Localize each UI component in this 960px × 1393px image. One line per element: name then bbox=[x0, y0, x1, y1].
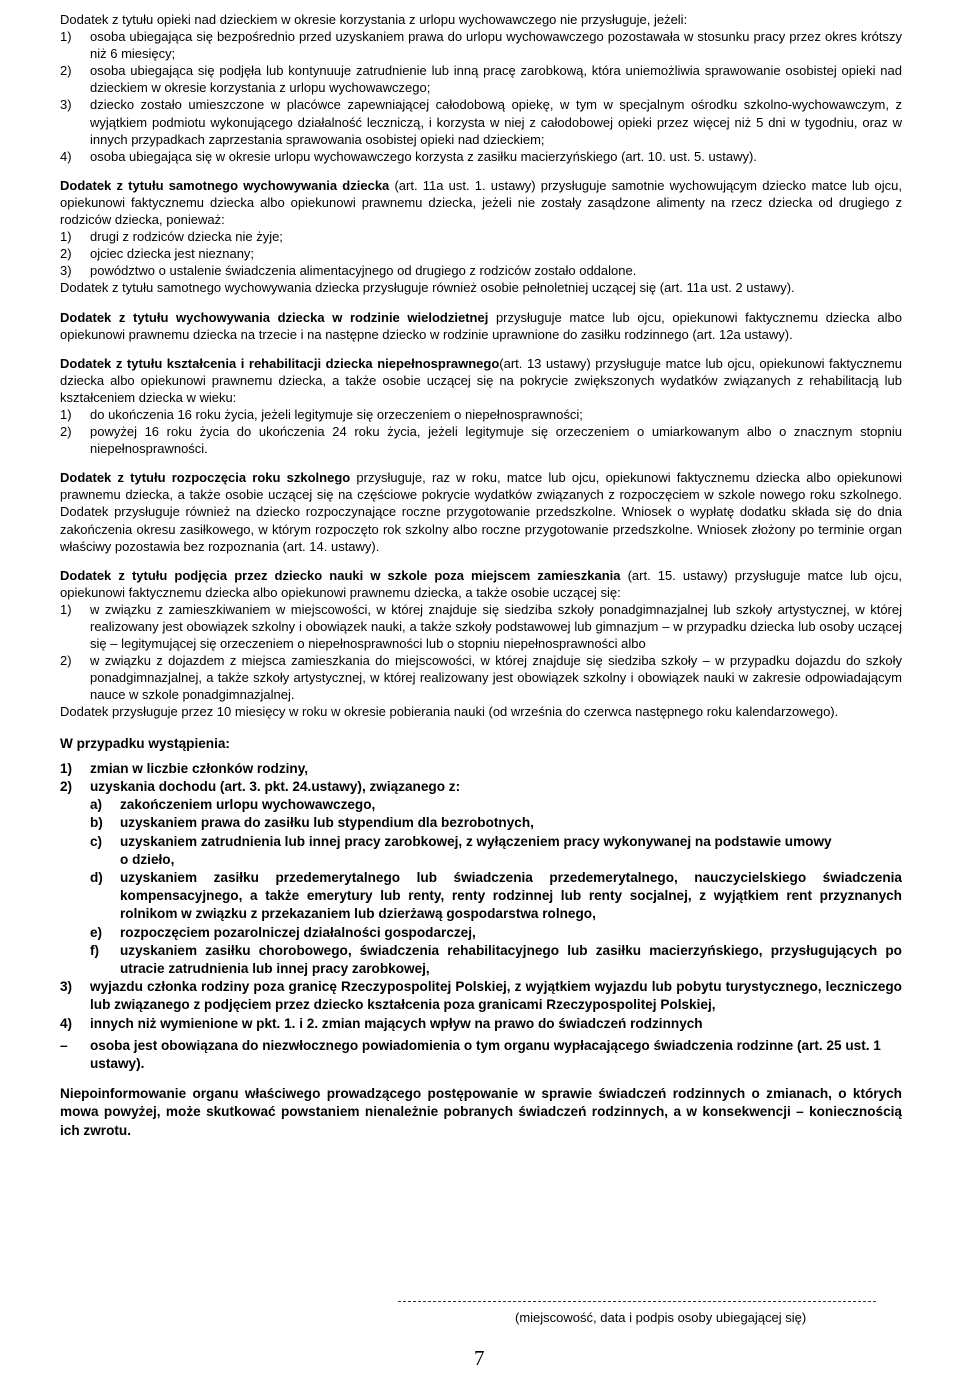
list-item: 4) osoba ubiegająca się w okresie urlopu wychowawczego korzysta z zasiłku macierzyńskiego (art. 10. ust. 5. ustawy). bbox=[60, 148, 757, 164]
sub-list-item: c) uzyskaniem zatrudnienia lub innej pracy zarobkowej, z wyłączeniem pracy wykonywanej na podstawie umowy o dzieło, bbox=[90, 833, 832, 867]
obligation-item: – osoba jest obowiązana do niezwłocznego powiadomienia o tym organu wypłacającego świadczenia rodzinne (art. 25 ust. 1 ustawy). bbox=[60, 1037, 881, 1072]
list-item: 3) powództwo o ustalenie świadczenia alimentacyjnego od drugiego z rodziców zostało oddalone. bbox=[60, 263, 637, 279]
signature-line bbox=[398, 1301, 876, 1302]
section-title: Dodatek z tytułu samotnego wychowywania dziecka bbox=[60, 177, 390, 193]
section-title: Dodatek z tytułu rozpoczęcia roku szkolnego bbox=[60, 470, 351, 486]
section-single-parent-allowance bbox=[60, 177, 902, 297]
section-intro: Dodatek z tytułu opieki nad dzieckiem w okresie korzystania z urlopu wychowawczego nie przysługuje, jeżeli: bbox=[60, 12, 688, 27]
list-item: 2) w związku z dojazdem z miejsca zamieszkania do miejscowości, w której znajduje się siedziba szkoły – w przypadku dojazdu do szkoły ponadgimnazjalnej, a także szkoły artystycznej, w której realizowany jest obowiązek szkolny i obowiązek nauki w zakresie odpowiadającym nauce w szkole ponadgimnazjalnej. bbox=[60, 653, 902, 703]
section-care-allowance-exclusions bbox=[60, 11, 902, 165]
section-disabled-child-allowance: Dodatek z tytułu kształcenia i rehabilitacji dziecka niepełnosprawnego(art. 13 ustawy) przysługuje matce lub ojcu, opiekunowi faktycznemu dziecka albo opiekunowi prawnemu dziecka, a także osobie uczącej się na pokrycie zwiększonych wydatków związanych z rehabilitacją lub kształceniem dziecka w wieku: 1) do ukończenia 16 roku życia, jeżeli legitymuje się orzeczeniem o niepełnosprawności; 2) powyżej 16 roku życia do ukończenia 24 roku życia, jeżeli legitymuje się orzeczeniem o umiarkowanym albo o znacznym stopniu niepełnosprawności. bbox=[60, 355, 902, 457]
section-change-notification bbox=[60, 735, 902, 1140]
section-closing: Dodatek z tytułu samotnego wychowywania dziecka przysługuje również osobie pełnoletniej uczącej się (art. 11a ust. 2 ustawy). bbox=[60, 280, 795, 296]
list-item: 3) wyjazdu członka rodziny poza granicę Rzeczypospolitej Polskiej, z wyjątkiem wyjazdu lub pobytu turystycznego, leczniczego lub związanego z podjęciem przez dziecko kształcenia poza granicami Rzeczypospolitej Polskiej, bbox=[60, 979, 902, 1013]
list-item: 1) do ukończenia 16 roku życia, jeżeli legitymuje się orzeczeniem o niepełnosprawności; bbox=[60, 406, 583, 422]
section-large-family-allowance: Dodatek z tytułu wychowywania dziecka w rodzinie wielodzietnej przysługuje matce lub ojcu, opiekunowi faktycznemu dziecka albo opiekunowi prawnemu dziecka na trzecie i na następne dziecko w rodzinie uprawnione do zasiłku rodzinnego (art. 12a ustawy). bbox=[60, 309, 902, 342]
section-school-year-allowance: Dodatek z tytułu rozpoczęcia roku szkolnego przysługuje, raz w roku, matce lub ojcu, opiekunowi faktycznemu dziecka albo opiekunowi prawnemu dziecka, a także osobie uczącej się na częściowe pokrycie wydatków związanych z rozpoczęciem w szkole nowego roku szkolnego. Dodatek przysługuje również na dziecko rozpoczynające roczne przygotowanie przedszkolne. Wniosek o wypłatę dodatku składa się do dnia zakończenia okresu zasiłkowego, w którym rozpoczęto rok szkolny albo roczne przygotowanie przedszkolne. Wniosek złożony po terminie organ właściwy pozostawia bez rozpoznania (art. 14. ustawy). bbox=[60, 470, 902, 554]
list-item: 1) osoba ubiegająca się bezpośrednio przed uzyskaniem prawa do urlopu wychowawczego pozostawała w stosunku pracy przez okres krótszy niż 6 miesięcy; bbox=[60, 29, 902, 62]
page-number: 7 bbox=[474, 1346, 485, 1370]
list-item: 2) uzyskania dochodu (art. 3. pkt. 24.ustawy), związanego z: bbox=[60, 778, 461, 794]
list-item: 2) ojciec dziecka jest nieznany; bbox=[60, 246, 255, 262]
list-item: 1) drugi z rodziców dziecka nie żyje; bbox=[60, 229, 283, 245]
signature-caption: (miejscowość, data i podpis osoby ubiegającej się) bbox=[515, 1310, 807, 1325]
sub-list-item: d) uzyskaniem zasiłku przedemerytalnego lub świadczenia przedemerytalnego, nauczycielskiego świadczenia kompensacyjnego, a także emerytury lub renty, renty rodzinnej lub renty socjalnej, z wyjątkiem rent przyznanych rolnikom w związku z przekazaniem lub dzierżawą gospodarstwa rolnego, bbox=[90, 869, 902, 922]
list-item: 1) w związku z zamieszkiwaniem w miejscowości, w której znajduje się siedziba szkoły ponadgimnazjalnej lub szkoły artystycznej, w której realizowany jest obowiązek szkolny i obowiązek nauki, a także szkoły podstawowej lub gimnazjum – w przypadku dziecka lub osoby uczącej się – legitymującej się orzeczeniem o niepełnosprawności lub o stopniu niepełnosprawności albo bbox=[60, 601, 902, 652]
section-title: Dodatek z tytułu podjęcia przez dziecko nauki w szkole poza miejscem zamieszkania bbox=[60, 567, 621, 583]
document-body bbox=[60, 11, 902, 1140]
sub-list-item: e) rozpoczęciem pozarolniczej działalności gospodarczej, bbox=[90, 924, 476, 940]
sub-list-item: f) uzyskaniem zasiłku chorobowego, świadczenia rehabilitacyjnego lub zasiłku macierzyńskiego, przysługujących po utracie zatrudnienia lub innej pracy zarobkowej, bbox=[90, 942, 902, 976]
list-item: 2) osoba ubiegająca się podjęła lub kontynuuje zatrudnienie lub inną pracę zarobkową, która uniemożliwia sprawowanie osobistej opieki nad dzieckiem w okresie korzystania z urlopu wychowawczego; bbox=[60, 63, 902, 96]
sub-list-item: b) uzyskaniem prawa do zasiłku lub stypendium dla bezrobotnych, bbox=[90, 815, 534, 831]
section-title: Dodatek z tytułu wychowywania dziecka w rodzinie wielodzietnej bbox=[60, 309, 489, 325]
section-away-school-allowance: Dodatek z tytułu podjęcia przez dziecko nauki w szkole poza miejscem zamieszkania (art. 15. ustawy) przysługuje matce lub ojcu, opiekunowi faktycznemu dziecka albo opiekunowi prawnemu dziecka, a także osobie uczącej się: 1) w związku z zamieszkiwaniem w miejscowości, w której znajduje się siedziba szkoły ponadgimnazjalnej lub szkoły artystycznej, w której realizowany jest obowiązek szkolny i obowiązek nauki, a także szkoły podstawowej lub gimnazjum – w przypadku dziecka lub osoby uczącej się – legitymującej się orzeczeniem o niepełnosprawności lub o stopniu niepełnosprawności albo 2) w związku z dojazdem z miejsca zamieszkania do miejscowości, w której znajduje się siedziba szkoły – w przypadku dojazdu do szkoły ponadgimnazjalnej, a także szkoły artystycznej, w której realizowany jest obowiązek szkolny i obowiązek nauki w zakresie odpowiadającym nauce w szkole ponadgimnazjalnej. Dodatek przysługuje przez 10 miesięcy w roku w okresie pobierania nauki (od września do czerwca następnego roku kalendarzowego). bbox=[60, 567, 902, 720]
warning-paragraph: Niepoinformowanie organu właściwego prowadzącego postępowanie w sprawie świadczeń rodzinnych o zmianach, o których mowa powyżej, może skutkować powstaniem nienależnie pobranych świadczeń rodzinnych, a w konsekwencji – koniecznością ich zwrotu. bbox=[60, 1086, 902, 1138]
list-item: 4) innych niż wymienione w pkt. 1. i 2. zmian mających wpływ na prawo do świadczeń rodzinnych bbox=[60, 1015, 703, 1031]
sub-list-item: a) zakończeniem urlopu wychowawczego, bbox=[90, 797, 376, 813]
list-item: 3) dziecko zostało umieszczone w placówce zapewniającej całodobową opiekę, w tym w specjalnym ośrodku szkolno-wychowawczym, z wyjątkiem podmiotu wykonującego działalność leczniczą, i korzysta w niej z całodobowej opieki przez więcej niż 5 dni w tygodniu, oraz w innych przypadkach zaprzestania sprawowania osobistej opieki nad dzieckiem; bbox=[60, 97, 902, 147]
list-item: 2) powyżej 16 roku życia do ukończenia 24 roku życia, jeżeli legitymuje się orzeczeniem o umiarkowanym albo o znacznym stopniu niepełnosprawności. bbox=[60, 424, 902, 457]
section-title: Dodatek z tytułu kształcenia i rehabilitacji dziecka niepełnosprawnego bbox=[60, 355, 500, 371]
section-heading: W przypadku wystąpienia: bbox=[60, 735, 230, 751]
section-closing: Dodatek przysługuje przez 10 miesięcy w roku w okresie pobierania nauki (od września do czerwca następnego roku kalendarzowego). bbox=[60, 704, 839, 720]
list-item: 1) zmian w liczbie członków rodziny, bbox=[60, 760, 309, 776]
section-intro: Dodatek z tytułu samotnego wychowywania dziecka (art. 11a ust. 1. ustawy) przysługuje samotnie wychowującym dziecko matce lub ojcu, opiekunowi faktycznemu dziecka albo opiekunowi prawnemu dziecka, jeżeli nie zostały zasądzone alimenty na rzecz dziecka od drugiego z rodziców dziecka, ponieważ: bbox=[60, 177, 902, 228]
